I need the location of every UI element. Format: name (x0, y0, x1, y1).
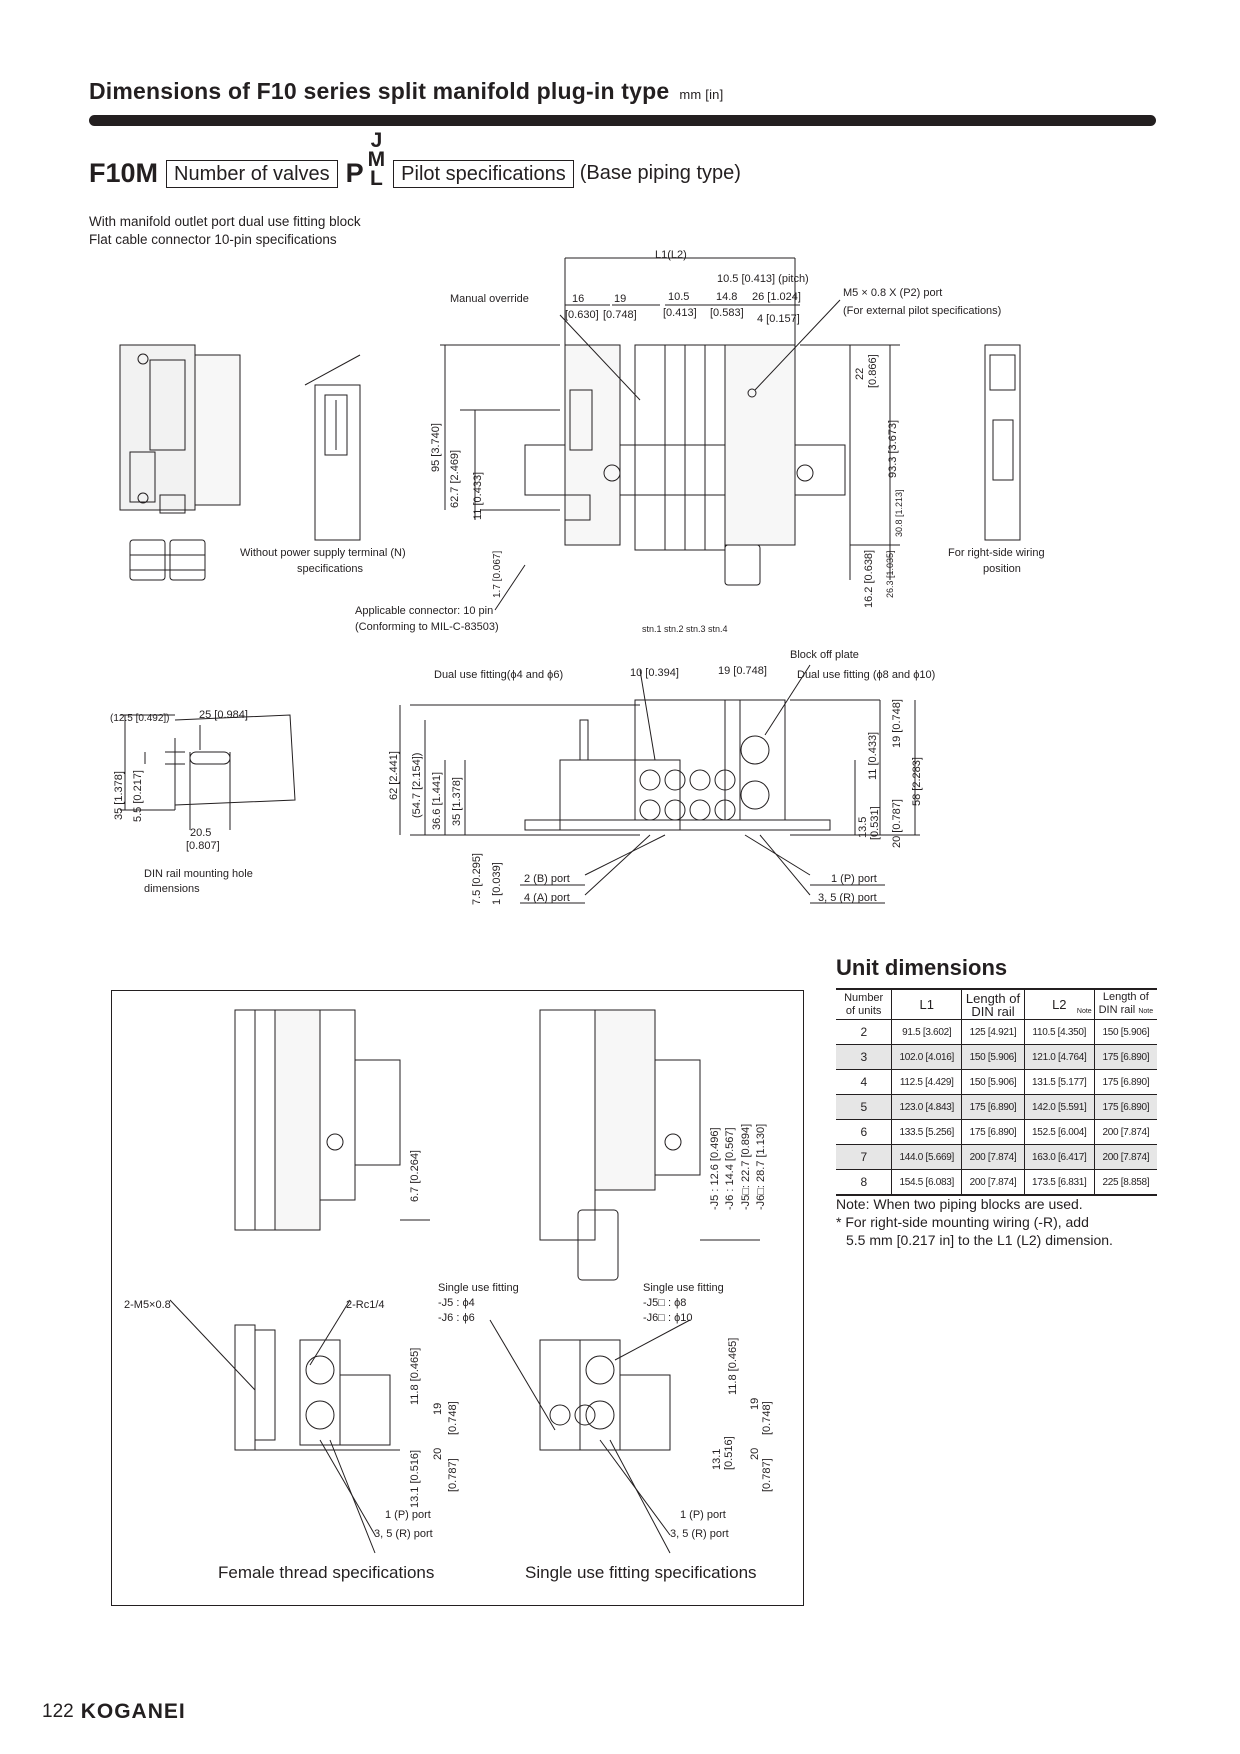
label-d16: 16 (572, 293, 585, 305)
label-d547: (54.7 [2.154]) (411, 752, 423, 818)
header-l1: L1 (892, 989, 962, 1020)
option-l: L (370, 167, 383, 190)
label-d62: 62 [2.441] (388, 751, 400, 800)
label-d205: 20.5 (190, 827, 212, 839)
option-m: M (367, 148, 386, 171)
label-d75: 7.5 [0.295] (471, 853, 483, 905)
label-m5-note: (For external pilot specifications) (843, 305, 1002, 317)
label-stations: stn.1 stn.2 stn.3 stn.4 (642, 624, 728, 634)
label-d0630: [0.630] (565, 309, 599, 321)
label-d20b: 20 (432, 1447, 444, 1460)
right-wiring-drawing (985, 345, 1020, 540)
label-d627: 62.7 [2.469] (449, 449, 461, 508)
label-d0787: [0.787] (447, 1458, 459, 1492)
label-d263: 26.3 [1.035] (885, 550, 895, 598)
label-port2b: 2 (B) port (524, 873, 570, 885)
label-m5x08: 2-M5×0.8 (124, 1299, 171, 1311)
header-l2: L2 Note (1024, 989, 1094, 1020)
model-type: (Base piping type) (579, 162, 741, 184)
label-d162: 16.2 [0.638] (863, 549, 875, 608)
label-d0748b: [0.748] (447, 1401, 459, 1435)
connector-detail (305, 355, 360, 540)
label-right-wiring: For right-side wiring (948, 547, 1045, 559)
label-d131b: 13.1 (711, 1448, 723, 1470)
model-p: P (345, 158, 364, 188)
label-d0583: [0.583] (710, 307, 744, 319)
model-box-pilot: Pilot specifications (393, 160, 574, 188)
model-box-valves: Number of valves (166, 160, 338, 188)
header-units: Number of units (836, 989, 892, 1020)
table-header-row (836, 989, 1157, 1020)
label-d0748c: [0.748] (761, 1401, 773, 1435)
label-din-mount: DIN rail mounting hole (144, 868, 253, 880)
label-d58: 58 [2.283] (911, 757, 923, 806)
brand-logo: KOGANEI (80, 1700, 186, 1723)
label-port35r: 3, 5 (R) port (818, 892, 877, 904)
title-text: Dimensions of F10 series split manifold plug-in type (89, 78, 670, 104)
label-d25: 25 [0.984] (199, 709, 248, 721)
label-port4a: 4 (A) port (524, 892, 570, 904)
page-number: 122 (42, 1701, 74, 1722)
label-no-power: Without power supply terminal (N) (240, 547, 406, 559)
label-port1p-c: 1 (P) port (680, 1509, 726, 1521)
label-d35b: 35 [1.378] (451, 777, 463, 826)
option-j: J (370, 129, 383, 152)
label-j5b: -J5□: 22.7 [0.894] (740, 1123, 752, 1210)
label-j6a: -J6 : 14.4 [0.567] (724, 1127, 736, 1210)
table-row: 4 112.5 [4.429] 150 [5.906] 131.5 [5.177] 175 [6.890] (836, 1070, 1157, 1095)
label-d0531: [0.531] (869, 806, 881, 840)
label-d20: 20 [0.787] (891, 799, 903, 848)
label-single-title: Single use fitting (438, 1282, 519, 1294)
label-d20c: 20 (749, 1447, 761, 1460)
label-d1: 1 [0.039] (491, 862, 503, 905)
din-rail-drawing (120, 715, 295, 830)
label-d135: 13.5 (857, 816, 869, 838)
label-port1p: 1 (P) port (831, 873, 877, 885)
unit-dimensions-table (836, 988, 1157, 1196)
label-d105: 10.5 (668, 291, 690, 303)
table-row: 2 91.5 [3.602] 125 [4.921] 110.5 [4.350] 150 [5.906] (836, 1020, 1157, 1045)
model-series: F10M (89, 158, 159, 188)
label-d0413: [0.413] (663, 307, 697, 319)
label-d118b: 11.8 [0.465] (727, 1337, 739, 1395)
label-d0748: [0.748] (603, 309, 637, 321)
label-d0787b: [0.787] (761, 1458, 773, 1492)
table-row: 6 133.5 [5.256] 175 [6.890] 152.5 [6.004] 200 [7.874] (836, 1120, 1157, 1145)
label-d366: 36.6 [1.441] (431, 771, 443, 830)
note-line: * For right-side mounting wiring (-R), add (836, 1214, 1089, 1230)
label-single-j6b: -J6□ : ϕ10 (643, 1312, 693, 1324)
label-pitch: 10.5 [0.413] (pitch) (717, 273, 809, 285)
label-d19b: 19 [0.748] (718, 665, 767, 677)
label-port35r-b: 3, 5 (R) port (374, 1528, 433, 1540)
description-line: Flat cable connector 10-pin specifications (89, 232, 337, 247)
label-j5a: -J5 : 12.6 [0.496] (709, 1127, 721, 1210)
label-d125: (12.5 [0.492]) (110, 713, 170, 724)
label-d148: 14.8 (716, 291, 738, 303)
label-d19c: 19 [0.748] (891, 699, 903, 748)
unit-dimensions-title: Unit dimensions (836, 955, 1008, 980)
label-d0516: [0.516] (723, 1436, 735, 1470)
label-port35r-c: 3, 5 (R) port (670, 1528, 729, 1540)
label-port1p-b: 1 (P) port (385, 1509, 431, 1521)
label-dual46: Dual use fitting(ϕ4 and ϕ6) (434, 669, 564, 681)
label-dual810: Dual use fitting (ϕ8 and ϕ10) (797, 669, 936, 681)
label-manual-override: Manual override (450, 293, 529, 305)
label-d19e: 19 (749, 1397, 761, 1410)
note-line: Note: When two piping blocks are used. (836, 1196, 1083, 1212)
label-single-j5b: -J5□ : ϕ8 (643, 1297, 687, 1309)
note-line: 5.5 mm [0.217 in] to the L1 (L2) dimension. (846, 1232, 1113, 1248)
options-frame (111, 990, 804, 1606)
label-d67: 6.7 [0.264] (409, 1150, 421, 1202)
label-d10: 10 [0.394] (630, 667, 679, 679)
label-applicable: Applicable connector: 10 pin (355, 605, 494, 617)
caption-female: Female thread specifications (218, 1563, 435, 1582)
label-d19: 19 (614, 293, 627, 305)
label-right-wiring-2: position (983, 563, 1021, 575)
label-single-title-2: Single use fitting (643, 1282, 724, 1294)
table-row: 8 154.5 [6.083] 200 [7.874] 173.5 [6.831] 225 [8.858] (836, 1170, 1157, 1196)
label-d35a: 35 [1.378] (113, 771, 125, 820)
label-din-mount-2: dimensions (144, 883, 200, 895)
label-d0807: [0.807] (186, 840, 220, 852)
label-d55: 5.5 [0.217] (132, 770, 144, 822)
label-d26: 26 [1.024] (752, 291, 801, 303)
label-d131: 13.1 [0.516] (409, 1449, 421, 1508)
label-d22: 22 (854, 367, 866, 380)
label-m5-port: M5 × 0.8 X (P2) port (843, 287, 943, 299)
caption-single: Single use fitting specifications (525, 1563, 757, 1582)
label-d4: 4 [0.157] (757, 313, 800, 325)
label-mil: (Conforming to MIL-C-83503) (355, 621, 499, 633)
header-din1: Length of DIN rail (962, 989, 1025, 1020)
label-rc14: 2-Rc1/4 (346, 1299, 385, 1311)
title-unit: mm [in] (679, 87, 724, 102)
label-d19d: 19 (432, 1402, 444, 1415)
side-view-drawing (120, 345, 240, 580)
label-d17: 1.7 [0.067] (492, 550, 503, 598)
label-l1l2: L1(L2) (655, 249, 687, 261)
label-d118: 11.8 [0.465] (409, 1347, 421, 1405)
table-notes (836, 1195, 1113, 1249)
header-din2: Length of DIN rail Note (1094, 989, 1157, 1020)
label-d933: 93.3 [3.673] (887, 419, 899, 478)
label-d0866: [0.866] (867, 354, 879, 388)
label-d95: 95 [3.740] (430, 423, 442, 472)
table-row: 3 102.0 [4.016] 150 [5.906] 121.0 [4.764] 175 [6.890] (836, 1045, 1157, 1070)
label-d308: 30.8 [1.213] (894, 489, 904, 537)
label-d11b: 11 [0.433] (867, 731, 879, 780)
label-single-j5: -J5 : ϕ4 (438, 1297, 475, 1309)
table-row: 7 144.0 [5.669] 200 [7.874] 163.0 [6.417] 200 [7.874] (836, 1145, 1157, 1170)
label-single-j6: -J6 : ϕ6 (438, 1312, 475, 1324)
table-row: 5 123.0 [4.843] 175 [6.890] 142.0 [5.591] 175 [6.890] (836, 1095, 1157, 1120)
page-footer (42, 1700, 186, 1724)
label-no-power-2: specifications (297, 563, 364, 575)
label-d11a: 11 [0.433] (472, 471, 484, 520)
label-j6b: -J6□: 28.7 [1.130] (755, 1123, 767, 1210)
description-line: With manifold outlet port dual use fitting block (89, 214, 361, 229)
label-block-off: Block off plate (790, 649, 859, 661)
